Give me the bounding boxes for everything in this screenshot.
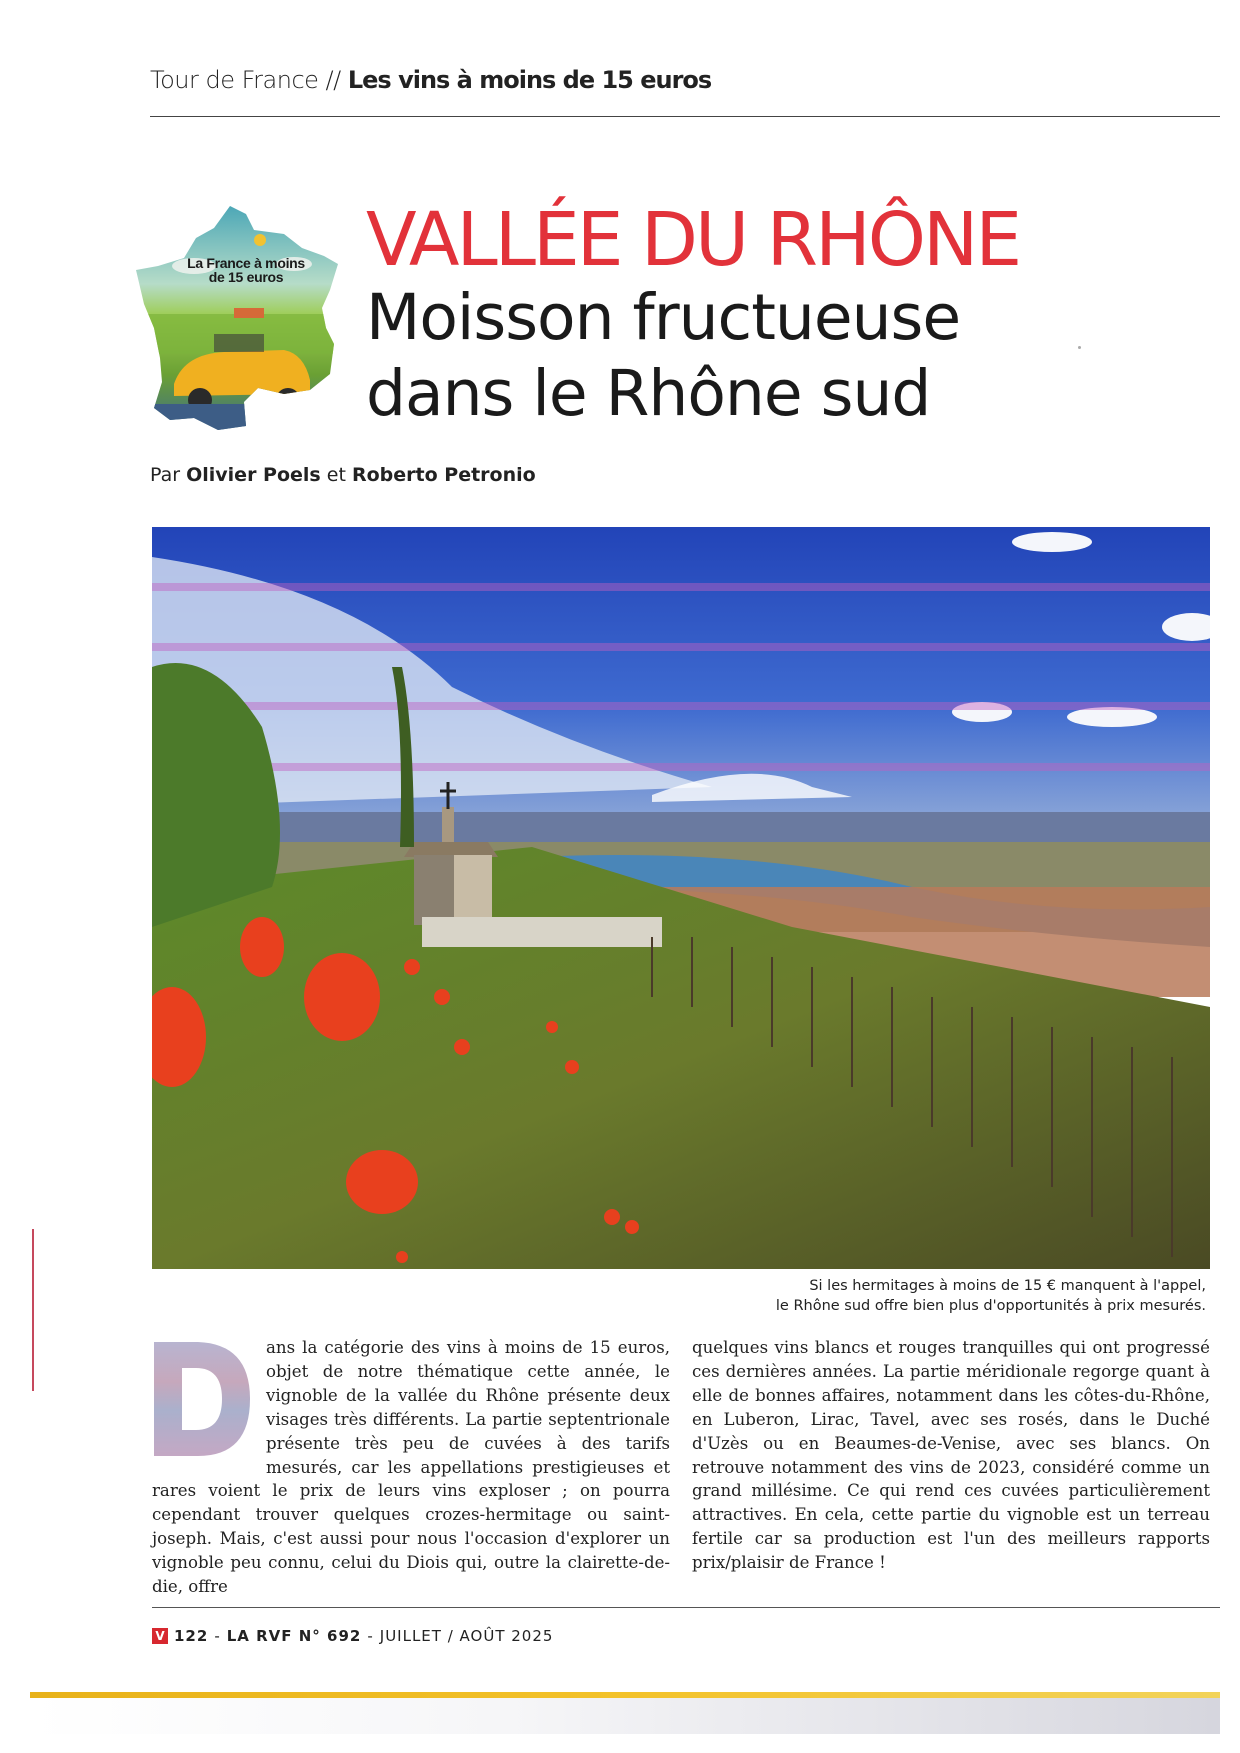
author-1: Olivier Poels bbox=[186, 464, 321, 486]
article-column-left bbox=[152, 1336, 670, 1599]
badge-label-line2: de 15 euros bbox=[208, 269, 284, 285]
hero-photo bbox=[152, 527, 1210, 1269]
header-subsection: Les vins à moins de 15 euros bbox=[347, 66, 712, 94]
vineyard-landscape-image bbox=[152, 527, 1210, 1269]
page-number: 122 bbox=[174, 1627, 209, 1645]
badge-label bbox=[186, 256, 306, 284]
article-title-block bbox=[366, 197, 1020, 432]
article-text-right: quelques vins blancs et rouges tranquilles qui ont progressé ces dernières années. La partie méridionale regorge quant à elle de bonnes affaires, notamment dans les côtes-du-Rhône, en Luberon, Lirac, Tavel, avec ses rosés, dans le Duché d'Uzès ou en Beaumes-de-Venise, avec ses blancs. On retrouve notamment des vins de 2023, considéré comme un grand millésime. Ce qui rend ces cuvées particulièrement attractives. En cela, cette partie du vignoble est un terreau fertile car sa production est l'un des meilleurs rapports prix/plaisir de France ! bbox=[692, 1338, 1210, 1573]
article-text-left: ans la catégorie des vins à moins de 15 euros, objet de notre thématique cette année, le vignoble de la vallée du Rhône présente deux visages très différents. La partie septentrionale présente très peu de cuvées à des tarifs mesurés, car les appellations prestigieuses et rares voient le prix de leurs vins exploser ; on pourra cependant trouver quelques crozes-hermitage ou saint-joseph. Mais, c'est aussi pour nous l'occasion d'explorer un vignoble peu connu, celui du Diois qui, outre la clairette-de-die, offre bbox=[152, 1338, 670, 1597]
footer-sep1: - bbox=[214, 1627, 221, 1645]
caption-line2: le Rhône sud offre bien plus d'opportunités à prix mesurés. bbox=[775, 1298, 1206, 1314]
article-subtitle-line2: dans le Rhône sud bbox=[366, 357, 931, 430]
author-2: Roberto Petronio bbox=[351, 464, 536, 486]
france-badge bbox=[134, 204, 342, 432]
caption-line1: Si les hermitages à moins de 15 € manquent à l'appel, bbox=[809, 1278, 1206, 1294]
badge-label-line1: La France à moins bbox=[187, 255, 305, 271]
dropcap-letter-d bbox=[152, 1340, 252, 1458]
byline-conjunction: et bbox=[326, 464, 346, 486]
article-column-right bbox=[692, 1336, 1210, 1575]
byline bbox=[150, 464, 536, 486]
header-text bbox=[150, 66, 1220, 94]
rvf-logo-icon: V bbox=[152, 1628, 168, 1644]
footer-divider bbox=[152, 1607, 1220, 1608]
page-footer bbox=[152, 1627, 553, 1645]
article-subtitle-line1: Moisson fructueuse bbox=[366, 281, 961, 354]
magazine-issue: LA RVF N° 692 bbox=[226, 1627, 362, 1645]
issue-date: JUILLET / AOÛT 2025 bbox=[379, 1627, 554, 1645]
header-section: Tour de France // bbox=[150, 66, 341, 94]
photo-caption bbox=[776, 1276, 1206, 1316]
footer-sep2: - bbox=[367, 1627, 374, 1645]
bottom-grey-band bbox=[30, 1698, 1220, 1734]
margin-mark bbox=[32, 1229, 34, 1391]
scan-speck bbox=[1078, 346, 1081, 349]
byline-prefix: Par bbox=[150, 464, 181, 486]
header-divider bbox=[150, 116, 1220, 117]
running-header bbox=[150, 66, 1220, 94]
france-map-icon bbox=[134, 204, 342, 432]
article-title: VALLÉE DU RHÔNE bbox=[366, 197, 1020, 283]
dropcap bbox=[152, 1340, 252, 1458]
